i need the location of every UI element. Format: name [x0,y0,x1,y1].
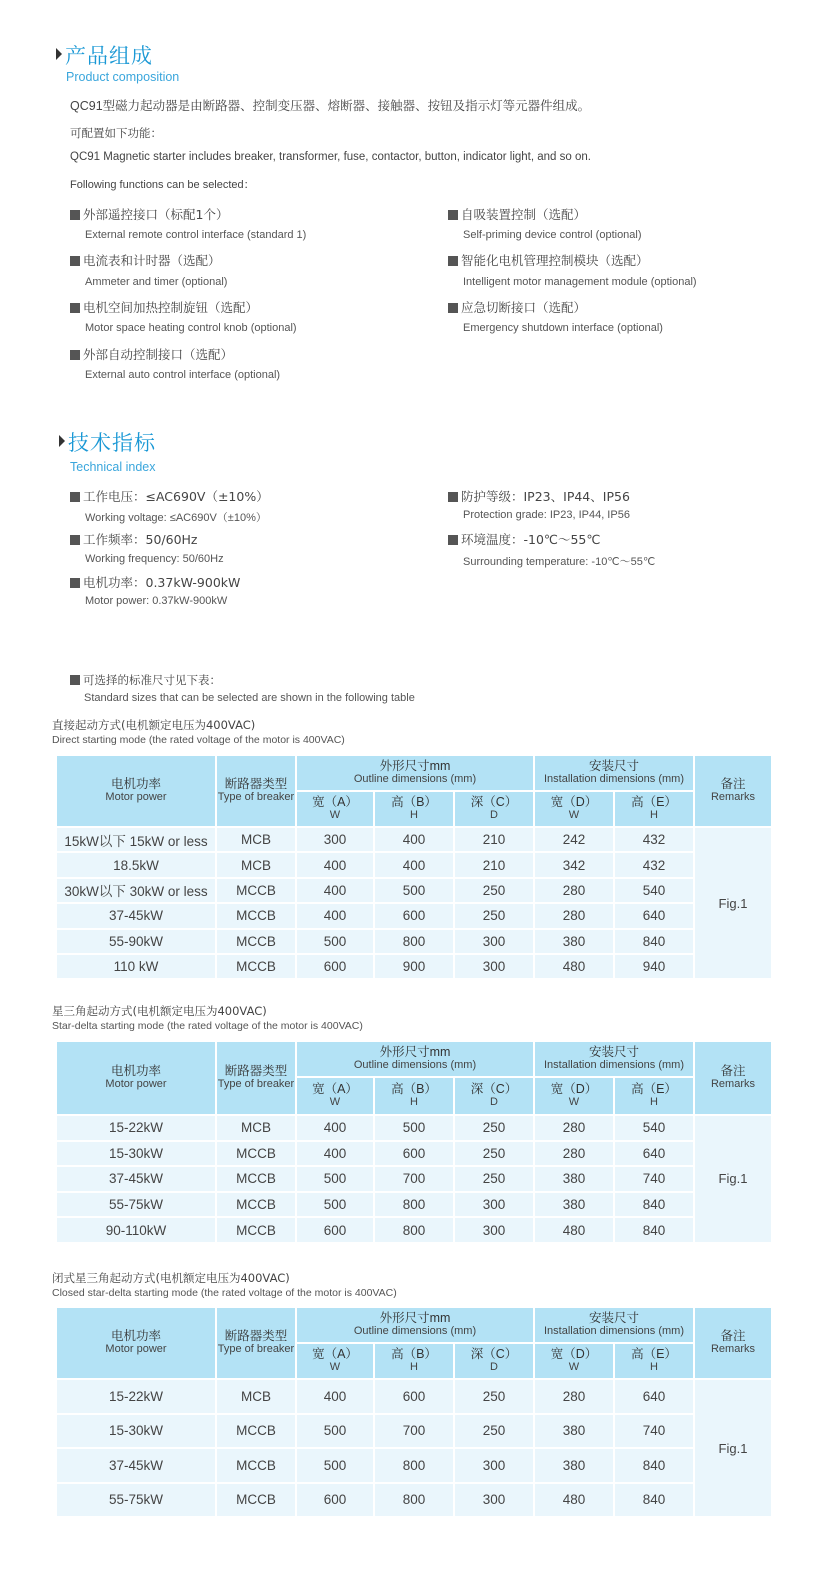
header-outline-dimensions-en: Outline dimensions (mm) [353,1325,477,1337]
table-cell: 840 [614,1192,694,1218]
header-a-zh: 宽（A） [312,795,358,809]
header-motor-power-en: Motor power [105,1078,167,1090]
table-cell: 700 [374,1414,454,1449]
size-table [55,1040,773,1244]
feature-item-en: Intelligent motor management module (optional) [463,276,697,288]
feature-item-en: Working frequency: 50/60Hz [85,553,224,565]
table-cell: 800 [374,1217,454,1243]
header-c-en: D [490,1361,498,1373]
header-installation-dimensions-en: Installation dimensions (mm) [544,1325,684,1337]
table-row [56,1379,772,1414]
bullet-square-icon [448,492,458,502]
feature-item-zh [448,251,649,269]
table-cell: 250 [454,1414,534,1449]
header-c-zh: 深（C） [470,1082,518,1096]
header-d-en: W [568,809,580,821]
table-cell: 500 [374,1115,454,1141]
header-breaker-type [216,755,296,827]
header-installation-dimensions-zh: 安装尺寸 [588,759,639,773]
header-motor-power [56,755,216,827]
table-cell: 800 [374,1483,454,1518]
table-cell: 37-45kW [56,1448,216,1483]
bullet-square-icon [70,578,80,588]
table-cell: 500 [296,1448,374,1483]
bullet-square-icon [448,256,458,266]
table-cell: 400 [296,1115,374,1141]
section-arrow-icon [59,435,65,447]
header-motor-power-zh: 电机功率 [110,777,161,791]
table-cell: 250 [454,1166,534,1192]
remarks-cell: Fig.1 [694,1379,772,1517]
table-cell: 640 [614,1379,694,1414]
table-cell: 300 [454,954,534,979]
table-cell: 250 [454,1115,534,1141]
header-motor-power-en: Motor power [105,1343,167,1355]
feature-item-zh [70,251,221,269]
table-cell: 500 [374,878,454,903]
table-cell: 280 [534,1141,614,1167]
table-cell: 55-90kW [56,929,216,954]
table-cell: MCCB [216,1141,296,1167]
header-c-zh: 深（C） [470,795,518,809]
header-remarks [694,1307,772,1379]
paragraph: QC91 Magnetic starter includes breaker, transformer, fuse, contactor, button, indicator light, and so on. [70,151,591,163]
header-e-zh: 高（E） [631,795,677,809]
size-table [55,754,773,980]
header-c-en: D [490,809,498,821]
header-e [614,1343,694,1379]
table-cell: 480 [534,1217,614,1243]
table-row [56,903,772,928]
table-cell: 600 [374,903,454,928]
feature-item-en: Protection grade: IP23, IP44, IP56 [463,509,630,521]
table-cell: 90-110kW [56,1217,216,1243]
feature-item-zh [70,345,233,363]
table-row [56,852,772,877]
header-a-en: W [329,1096,341,1108]
feature-label-zh: 外部遥控接口（标配1个） [83,207,229,222]
table-cell: 280 [534,903,614,928]
table-row [56,929,772,954]
table-row [56,1115,772,1141]
header-c [454,791,534,827]
header-motor-power-en: Motor power [105,791,167,803]
table-cell: 840 [614,1483,694,1518]
bullet-square-icon [448,210,458,220]
header-motor-power [56,1307,216,1379]
table-cell: MCB [216,1115,296,1141]
table-cell: 18.5kW [56,852,216,877]
feature-item-zh [70,205,228,223]
table-cell: 300 [454,1192,534,1218]
table-cell: MCCB [216,878,296,903]
feature-label-zh: 智能化电机管理控制模块（选配） [461,253,649,268]
feature-label-zh: 工作电压：≤AC690V（±10%） [83,489,269,504]
table-caption-en: Direct starting mode (the rated voltage of the motor is 400VAC) [52,734,345,746]
table-cell: 300 [454,1217,534,1243]
header-a-en: W [329,809,341,821]
header-d-zh: 宽（D） [550,1347,598,1361]
table-cell: 380 [534,1166,614,1192]
technical-subtitle: Technical index [70,460,156,474]
table-cell: 500 [296,1414,374,1449]
table-cell: 380 [534,1448,614,1483]
table-cell: 55-75kW [56,1192,216,1218]
table-cell: 400 [296,903,374,928]
table-cell: 600 [374,1379,454,1414]
header-installation-dimensions [534,1041,694,1077]
header-e [614,791,694,827]
bullet-square-icon [70,535,80,545]
feature-item-en: Self-priming device control (optional) [463,229,642,241]
table-cell: 15-22kW [56,1379,216,1414]
sizes-note-zh [70,672,221,688]
feature-item-en: Ammeter and timer (optional) [85,276,228,288]
header-breaker-type-en: Type of breaker [217,1078,295,1090]
header-motor-power [56,1041,216,1115]
header-b-en: H [410,1361,418,1373]
table-cell: 940 [614,954,694,979]
header-outline-dimensions [296,1041,534,1077]
header-b-en: H [410,1096,418,1108]
bullet-square-icon [448,535,458,545]
table-cell: 840 [614,929,694,954]
table-cell: 30kW以下 30kW or less [56,878,216,903]
table-row [56,1414,772,1449]
header-c [454,1077,534,1115]
header-c [454,1343,534,1379]
header-breaker-type-en: Type of breaker [217,791,295,803]
feature-item-zh [448,205,586,223]
section-arrow-icon [56,48,62,60]
header-b-zh: 高（B） [391,795,437,809]
table-cell: 300 [454,1483,534,1518]
table-cell: 15-22kW [56,1115,216,1141]
feature-label-zh: 电机空间加热控制旋钮（选配） [83,300,259,315]
size-table [55,1306,773,1518]
feature-item-en: External auto control interface (optional) [85,369,281,381]
table-cell: 500 [296,929,374,954]
table-cell: MCCB [216,1448,296,1483]
table-caption-en: Star-delta starting mode (the rated voltage of the motor is 400VAC) [52,1020,363,1032]
table-cell: 250 [454,1141,534,1167]
table-cell: 480 [534,1483,614,1518]
header-e-zh: 高（E） [631,1347,677,1361]
table-row [56,827,772,852]
composition-subtitle: Product composition [66,70,180,84]
header-remarks-zh: 备注 [720,1329,746,1343]
header-d-en: W [568,1361,580,1373]
bullet-square-icon [70,350,80,360]
table-cell: 400 [374,852,454,877]
header-a [296,1077,374,1115]
table-cell: 800 [374,1448,454,1483]
header-b-en: H [410,809,418,821]
table-cell: MCCB [216,903,296,928]
feature-item-en: Emergency shutdown interface (optional) [463,322,663,334]
header-d-zh: 宽（D） [550,795,598,809]
table-row [56,1483,772,1518]
header-installation-dimensions-zh: 安装尺寸 [588,1311,639,1325]
header-d-zh: 宽（D） [550,1082,598,1096]
feature-item-zh [70,530,197,548]
header-installation-dimensions [534,1307,694,1343]
feature-item-zh [448,487,630,505]
technical-title: 技术指标 [68,431,156,455]
header-e-en: H [650,1361,658,1373]
table-cell: MCB [216,852,296,877]
table-cell: 840 [614,1448,694,1483]
table-cell: 380 [534,1414,614,1449]
table-cell: 480 [534,954,614,979]
header-outline-dimensions-zh: 外形尺寸mm [379,759,451,773]
table-caption-zh: 星三角起动方式(电机额定电压为400VAC) [52,1004,267,1018]
feature-label-zh: 电机功率：0.37kW-900kW [83,575,241,590]
bullet-square-icon [70,210,80,220]
table-cell: 600 [374,1141,454,1167]
header-d [534,1343,614,1379]
feature-item-en: Surrounding temperature: -10℃～55℃ [463,556,656,568]
header-motor-power-zh: 电机功率 [110,1064,161,1078]
table-cell: MCCB [216,1414,296,1449]
header-a-zh: 宽（A） [312,1347,358,1361]
header-installation-dimensions-zh: 安装尺寸 [588,1045,639,1059]
table-cell: 400 [296,878,374,903]
paragraph: 可配置如下功能： [70,128,162,140]
table-cell: 15-30kW [56,1141,216,1167]
table-cell: 210 [454,852,534,877]
header-motor-power-zh: 电机功率 [110,1329,161,1343]
table-cell: 250 [454,903,534,928]
header-remarks-zh: 备注 [720,1064,746,1078]
table-cell: 15kW以下 15kW or less [56,827,216,852]
table-cell: 55-75kW [56,1483,216,1518]
table-caption-zh: 直接起动方式(电机额定电压为400VAC) [52,718,256,732]
header-e-en: H [650,1096,658,1108]
header-outline-dimensions-zh: 外形尺寸mm [379,1045,451,1059]
feature-item-en: Motor space heating control knob (optional) [85,322,297,334]
table-cell: MCB [216,1379,296,1414]
table-row [56,1192,772,1218]
header-c-en: D [490,1096,498,1108]
table-cell: MCB [216,827,296,852]
header-remarks [694,755,772,827]
sizes-note-en: Standard sizes that can be selected are shown in the following table [84,692,415,704]
bullet-square-icon [70,303,80,313]
header-remarks-en: Remarks [710,1078,755,1090]
remarks-cell: Fig.1 [694,1115,772,1243]
header-b [374,791,454,827]
table-row [56,1141,772,1167]
header-d [534,791,614,827]
table-cell: 110 kW [56,954,216,979]
sizes-note-zh-text: 可选择的标准尺寸见下表： [83,673,221,687]
table-caption-zh: 闭式星三角起动方式(电机额定电压为400VAC) [52,1271,290,1285]
header-remarks-zh: 备注 [720,777,746,791]
table-cell: 700 [374,1166,454,1192]
bullet-square-icon [70,675,80,685]
table-cell: 242 [534,827,614,852]
table-row [56,878,772,903]
table-cell: 740 [614,1166,694,1192]
table-cell: 540 [614,1115,694,1141]
paragraph: Following functions can be selected： [70,179,255,191]
remarks-cell: Fig.1 [694,827,772,979]
feature-item-zh [448,298,586,316]
header-installation-dimensions-en: Installation dimensions (mm) [544,1059,684,1071]
table-cell: 400 [296,1141,374,1167]
table-cell: 600 [296,1217,374,1243]
header-b-zh: 高（B） [391,1347,437,1361]
feature-label-zh: 防护等级：IP23、IP44、IP56 [461,489,630,504]
feature-label-zh: 外部自动控制接口（选配） [83,347,234,362]
header-b-zh: 高（B） [391,1082,437,1096]
table-cell: 640 [614,1141,694,1167]
feature-label-zh: 自吸装置控制（选配） [461,207,587,222]
header-breaker-type-zh: 断路器类型 [224,1329,288,1343]
table-row [56,954,772,979]
header-e [614,1077,694,1115]
feature-item-en: Working voltage: ≤AC690V（±10%） [85,512,267,524]
header-c-zh: 深（C） [470,1347,518,1361]
table-cell: 400 [374,827,454,852]
table-cell: 210 [454,827,534,852]
header-outline-dimensions [296,755,534,791]
feature-label-zh: 工作频率：50/60Hz [83,532,198,547]
table-cell: 380 [534,1192,614,1218]
bullet-square-icon [70,256,80,266]
feature-label-zh: 电流表和计时器（选配） [83,253,221,268]
header-outline-dimensions-zh: 外形尺寸mm [379,1311,451,1325]
table-cell: 37-45kW [56,903,216,928]
header-b [374,1077,454,1115]
header-a [296,1343,374,1379]
header-breaker-type-en: Type of breaker [217,1343,295,1355]
table-cell: 400 [296,852,374,877]
table-cell: 432 [614,827,694,852]
table-cell: 500 [296,1166,374,1192]
feature-item-zh [70,298,258,316]
table-cell: 540 [614,878,694,903]
table-cell: 37-45kW [56,1166,216,1192]
composition-title: 产品组成 [65,44,153,68]
table-cell: 432 [614,852,694,877]
table-row [56,1448,772,1483]
table-cell: 300 [454,929,534,954]
table-cell: 600 [296,1483,374,1518]
header-b [374,1343,454,1379]
table-cell: 15-30kW [56,1414,216,1449]
table-cell: 300 [454,1448,534,1483]
header-installation-dimensions-en: Installation dimensions (mm) [544,773,684,785]
bullet-square-icon [70,492,80,502]
feature-label-zh: 环境温度：-10℃～55℃ [461,532,601,547]
header-d-en: W [568,1096,580,1108]
table-cell: 900 [374,954,454,979]
feature-item-zh [448,530,600,548]
header-d [534,1077,614,1115]
table-cell: 280 [534,1379,614,1414]
table-cell: 840 [614,1217,694,1243]
feature-item-en: External remote control interface (standard 1) [85,229,307,241]
table-cell: MCCB [216,1483,296,1518]
header-remarks [694,1041,772,1115]
header-breaker-type [216,1041,296,1115]
header-e-zh: 高（E） [631,1082,677,1096]
header-e-en: H [650,809,658,821]
header-remarks-en: Remarks [710,1343,755,1355]
header-a-en: W [329,1361,341,1373]
table-cell: MCCB [216,1192,296,1218]
table-cell: MCCB [216,929,296,954]
table-cell: 342 [534,852,614,877]
header-installation-dimensions [534,755,694,791]
table-cell: MCCB [216,1166,296,1192]
table-row [56,1166,772,1192]
header-outline-dimensions-en: Outline dimensions (mm) [353,1059,477,1071]
header-a-zh: 宽（A） [312,1082,358,1096]
table-cell: 600 [296,954,374,979]
table-cell: 250 [454,878,534,903]
header-remarks-en: Remarks [710,791,755,803]
table-cell: 740 [614,1414,694,1449]
bullet-square-icon [448,303,458,313]
feature-item-en: Motor power: 0.37kW-900kW [85,595,228,607]
paragraph: QC91型磁力起动器是由断路器、控制变压器、熔断器、接触器、按钮及指示灯等元器件组成。 [70,99,591,113]
header-outline-dimensions [296,1307,534,1343]
table-cell: 400 [296,1379,374,1414]
table-cell: 280 [534,878,614,903]
table-row [56,1217,772,1243]
table-cell: 500 [296,1192,374,1218]
header-a [296,791,374,827]
header-breaker-type-zh: 断路器类型 [224,777,288,791]
table-cell: 250 [454,1379,534,1414]
table-cell: 280 [534,1115,614,1141]
table-cell: MCCB [216,1217,296,1243]
feature-item-zh [70,487,269,505]
table-cell: 800 [374,1192,454,1218]
table-cell: MCCB [216,954,296,979]
header-outline-dimensions-en: Outline dimensions (mm) [353,773,477,785]
table-caption-en: Closed star-delta starting mode (the rated voltage of the motor is 400VAC) [52,1287,397,1299]
table-cell: 300 [296,827,374,852]
table-cell: 800 [374,929,454,954]
table-cell: 640 [614,903,694,928]
feature-label-zh: 应急切断接口（选配） [461,300,587,315]
header-breaker-type [216,1307,296,1379]
feature-item-zh [70,573,240,591]
header-breaker-type-zh: 断路器类型 [224,1064,288,1078]
table-cell: 380 [534,929,614,954]
